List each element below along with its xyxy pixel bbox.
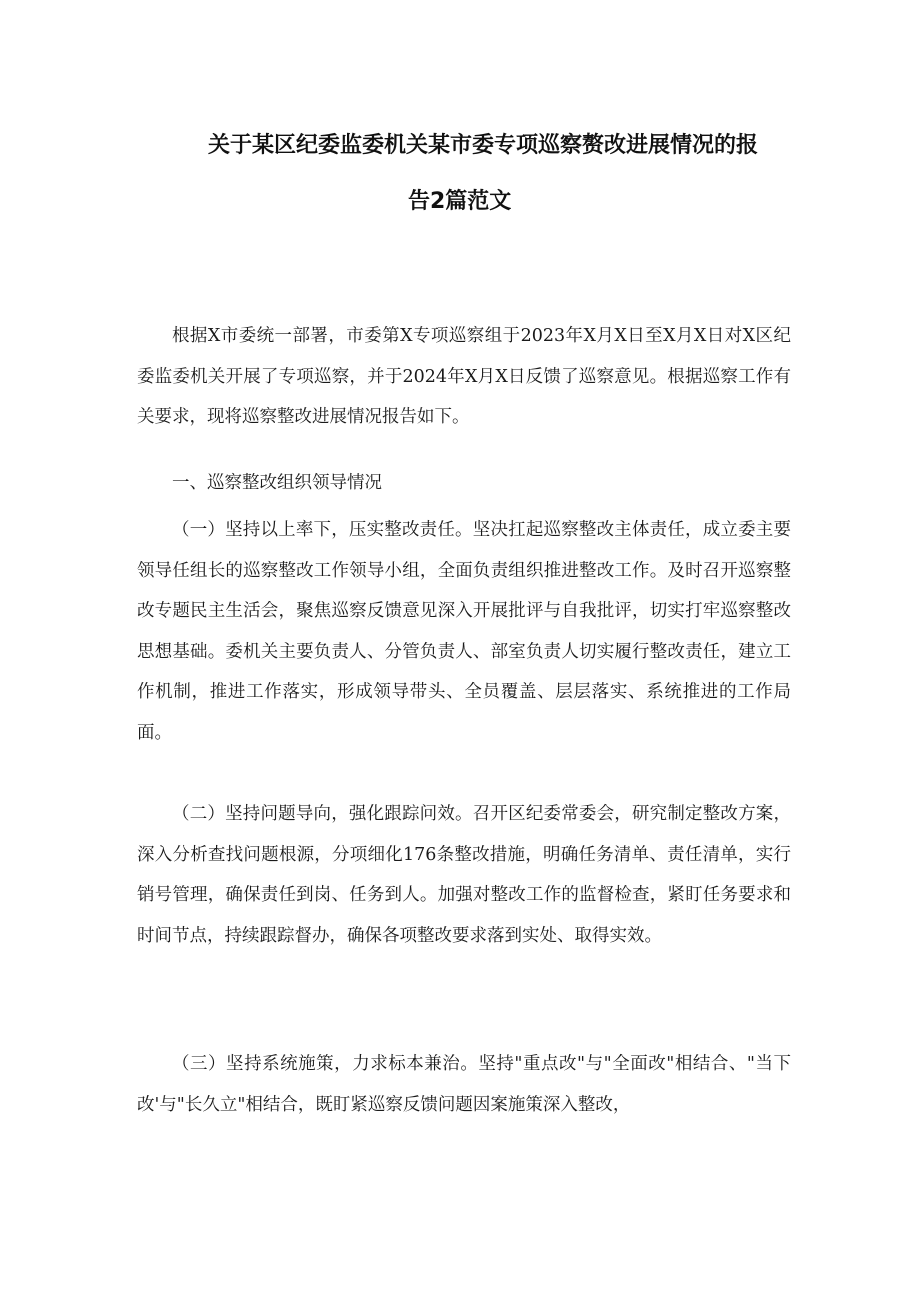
paragraph-item-3: （三）坚持系统施策，力求标本兼治。坚持"重点改"与"全面改"相结合、"当下改'与"长久立"相结合，既盯紧巡察反馈问题因案施策深入整改， <box>137 1054 791 1115</box>
section-heading: 一、巡察整改组织领导情况 <box>172 473 382 493</box>
intro-paragraph: 根据X市委统一部署，市委第X专项巡察组于2023年X月X日至X月X日对X区纪委监委机关开展了专项巡察，并于2024年X月X日反馈了巡察意见。根据巡察工作有关要求，现将巡察整改进展情况报告如下。 <box>137 326 791 428</box>
document-title <box>0 118 920 230</box>
paragraph-item-2: （二）坚持问题导向，强化跟踪问效。召开区纪委常委会，研究制定整改方案，深入分析查找问题根源，分项细化176条整改措施，明确任务清单、责任清单，实行销号管理，确保责任到岗、任务到人。加强对整改工作的监督检查，紧盯任务要求和时间节点，持续跟踪督办，确保各项整改要求落到实处、取得实效。 <box>137 804 791 946</box>
paragraph-item-1: （一）坚持以上率下，压实整改责任。坚决扛起巡察整改主体责任，成立委主要领导任组长的巡察整改工作领导小组，全面负责组织推进整改工作。及时召开巡察整改专题民主生活会，聚焦巡察反馈意见深入开展批评与自我批评，切实打牢巡察整改思想基础。委机关主要负责人、分管负责人、部室负责人切实履行整改责任，建立工作机制，推进工作落实，形成领导带头、全员覆盖、层层落实、系统推进的工作局面。 <box>137 520 791 743</box>
document-title-line-1: 关于某区纪委监委机关某市委专项巡察赘改进展情况的报 <box>208 133 759 158</box>
document-title-line-2: 告2篇范文 <box>408 189 512 214</box>
